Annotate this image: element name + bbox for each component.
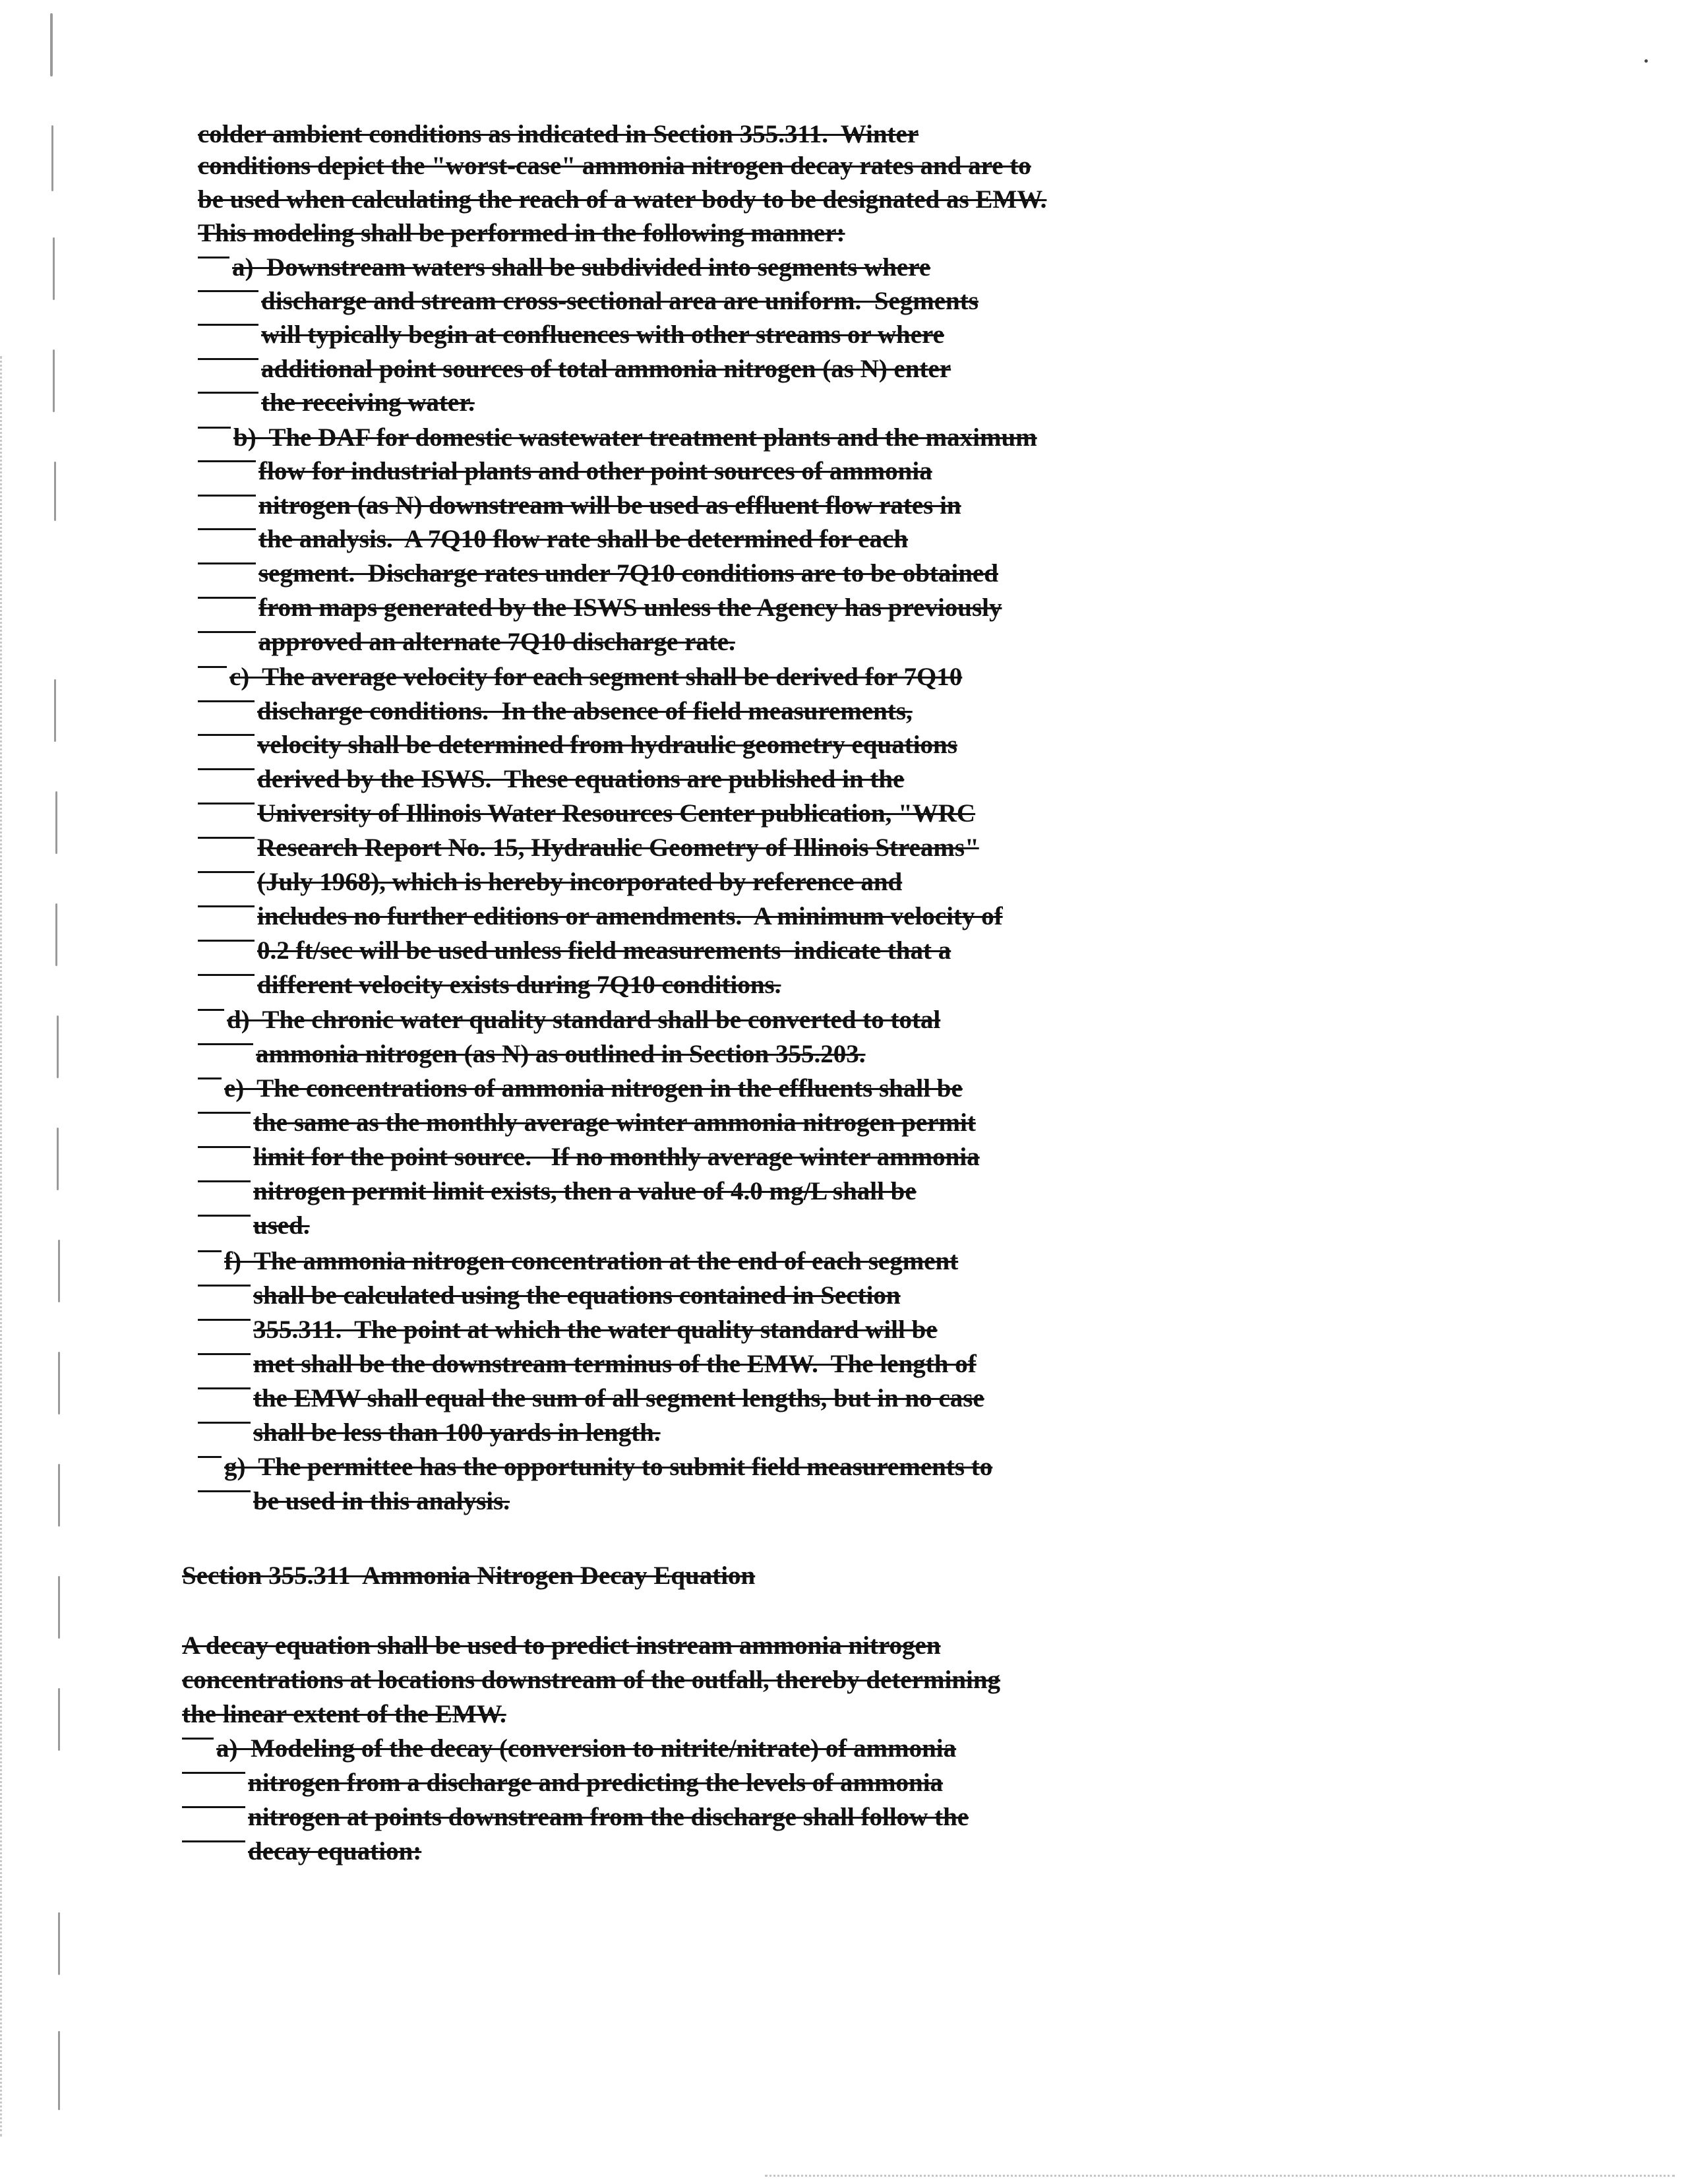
text-line: A decay equation shall be used to predict instream ammonia nitrogen — [182, 1631, 941, 1660]
binding-mark — [53, 237, 55, 300]
binding-mark — [58, 1464, 60, 1527]
list-item-a: a) Downstream waters shall be subdivided into segments where — [198, 252, 930, 284]
binding-mark — [53, 349, 55, 412]
text-line: discharge conditions. In the absence of field measurements, — [198, 696, 913, 727]
text-line: used. — [198, 1210, 310, 1242]
binding-mark — [51, 125, 53, 191]
text-line: 355.311. The point at which the water quality standard will be — [198, 1314, 938, 1346]
text-line: ammonia nitrogen (as N) as outlined in Section 355.203. — [198, 1039, 866, 1070]
text-line: additional point sources of total ammonia nitrogen (as N) enter — [198, 353, 951, 385]
section-heading: Section 355.311 Ammonia Nitrogen Decay Equation — [182, 1562, 756, 1590]
list-item-e: e) The concentrations of ammonia nitrogen in the effluents shall be — [198, 1073, 963, 1105]
text-line: different velocity exists during 7Q10 conditions. — [198, 969, 781, 1001]
text-line: University of Illinois Water Resources Center publication, "WRC — [198, 798, 975, 830]
list-item-d: d) The chronic water quality standard shall be converted to total — [198, 1004, 940, 1036]
text-line: be used when calculating the reach of a water body to be designated as EMW. — [198, 185, 1047, 214]
text-line: the receiving water. — [198, 387, 475, 419]
binding-mark — [57, 1016, 59, 1078]
list-item-g: g) The permittee has the opportunity to submit field measurements to — [198, 1451, 992, 1483]
text-line: Research Report No. 15, Hydraulic Geometry of Illinois Streams" — [198, 832, 979, 864]
text-line: velocity shall be determined from hydraulic geometry equations — [198, 729, 957, 761]
binding-mark — [58, 2031, 60, 2110]
text-line: nitrogen permit limit exists, then a value of 4.0 mg/L shall be — [198, 1176, 917, 1207]
binding-mark — [58, 1912, 60, 1975]
binding-mark — [58, 1688, 60, 1751]
text-line: the EMW shall equal the sum of all segment lengths, but in no case — [198, 1383, 984, 1414]
text-line: approved an alternate 7Q10 discharge rate. — [198, 626, 735, 658]
list-item-f: f) The ammonia nitrogen concentration at the end of each segment — [198, 1246, 958, 1277]
text-line: 0.2 ft/sec will be used unless field measurements indicate that a — [198, 935, 951, 967]
text-line: the analysis. A 7Q10 flow rate shall be determined for each — [198, 524, 908, 555]
binding-mark — [58, 1352, 60, 1414]
text-line: limit for the point source. If no monthly average winter ammonia — [198, 1141, 980, 1173]
binding-mark — [55, 903, 57, 966]
text-line: decay equation: — [182, 1836, 421, 1867]
binding-mark — [57, 1128, 59, 1190]
binding-mark — [55, 791, 57, 854]
text-line: discharge and stream cross-sectional area are uniform. Segments — [198, 286, 979, 317]
scan-edge-dots — [0, 356, 9, 2137]
text-line: be used in this analysis. — [198, 1486, 510, 1517]
text-line: nitrogen at points downstream from the discharge shall follow the — [182, 1802, 969, 1833]
text-line: will typically begin at confluences with other streams or where — [198, 319, 944, 351]
scan-bottom-edge — [765, 2175, 1675, 2177]
text-line: flow for industrial plants and other point sources of ammonia — [198, 456, 932, 487]
list-item-b: b) The DAF for domestic wastewater treatment plants and the maximum — [198, 422, 1037, 454]
list-item-c: c) The average velocity for each segment shall be derived for 7Q10 — [198, 661, 962, 693]
text-line: from maps generated by the ISWS unless the Agency has previously — [198, 592, 1002, 624]
text-line: nitrogen (as N) downstream will be used as effluent flow rates in — [198, 490, 961, 522]
binding-mark — [58, 1240, 60, 1302]
binding-mark — [54, 462, 56, 521]
text-line: concentrations at locations downstream of the outfall, thereby determining — [182, 1666, 1001, 1694]
text-line: met shall be the downstream terminus of the EMW. The length of — [198, 1349, 977, 1380]
text-line: nitrogen from a discharge and predicting the levels of ammonia — [182, 1767, 943, 1799]
text-line: shall be calculated using the equations contained in Section — [198, 1280, 901, 1312]
text-line: shall be less than 100 yards in length. — [198, 1417, 661, 1449]
binding-mark — [50, 13, 53, 76]
text-line: the same as the monthly average winter ammonia nitrogen permit — [198, 1107, 976, 1139]
text-line: includes no further editions or amendments. A minimum velocity of — [198, 901, 1003, 932]
list-item-311a: a) Modeling of the decay (conversion to nitrite/nitrate) of ammonia — [182, 1733, 956, 1765]
binding-mark — [58, 1576, 60, 1639]
text-line: conditions depict the "worst-case" ammonia nitrogen decay rates and are to — [198, 152, 1031, 180]
text-line: (July 1968), which is hereby incorporated by reference and — [198, 866, 902, 898]
text-line: colder ambient conditions as indicated in Section 355.311. Winter — [198, 120, 919, 148]
text-line: derived by the ISWS. These equations are published in the — [198, 764, 904, 795]
scan-speck — [1644, 59, 1648, 63]
binding-mark — [54, 679, 56, 742]
text-line: the linear extent of the EMW. — [182, 1700, 506, 1728]
text-line: segment. Discharge rates under 7Q10 conditions are to be obtained — [198, 558, 998, 590]
text-line: This modeling shall be performed in the following manner: — [198, 219, 845, 247]
